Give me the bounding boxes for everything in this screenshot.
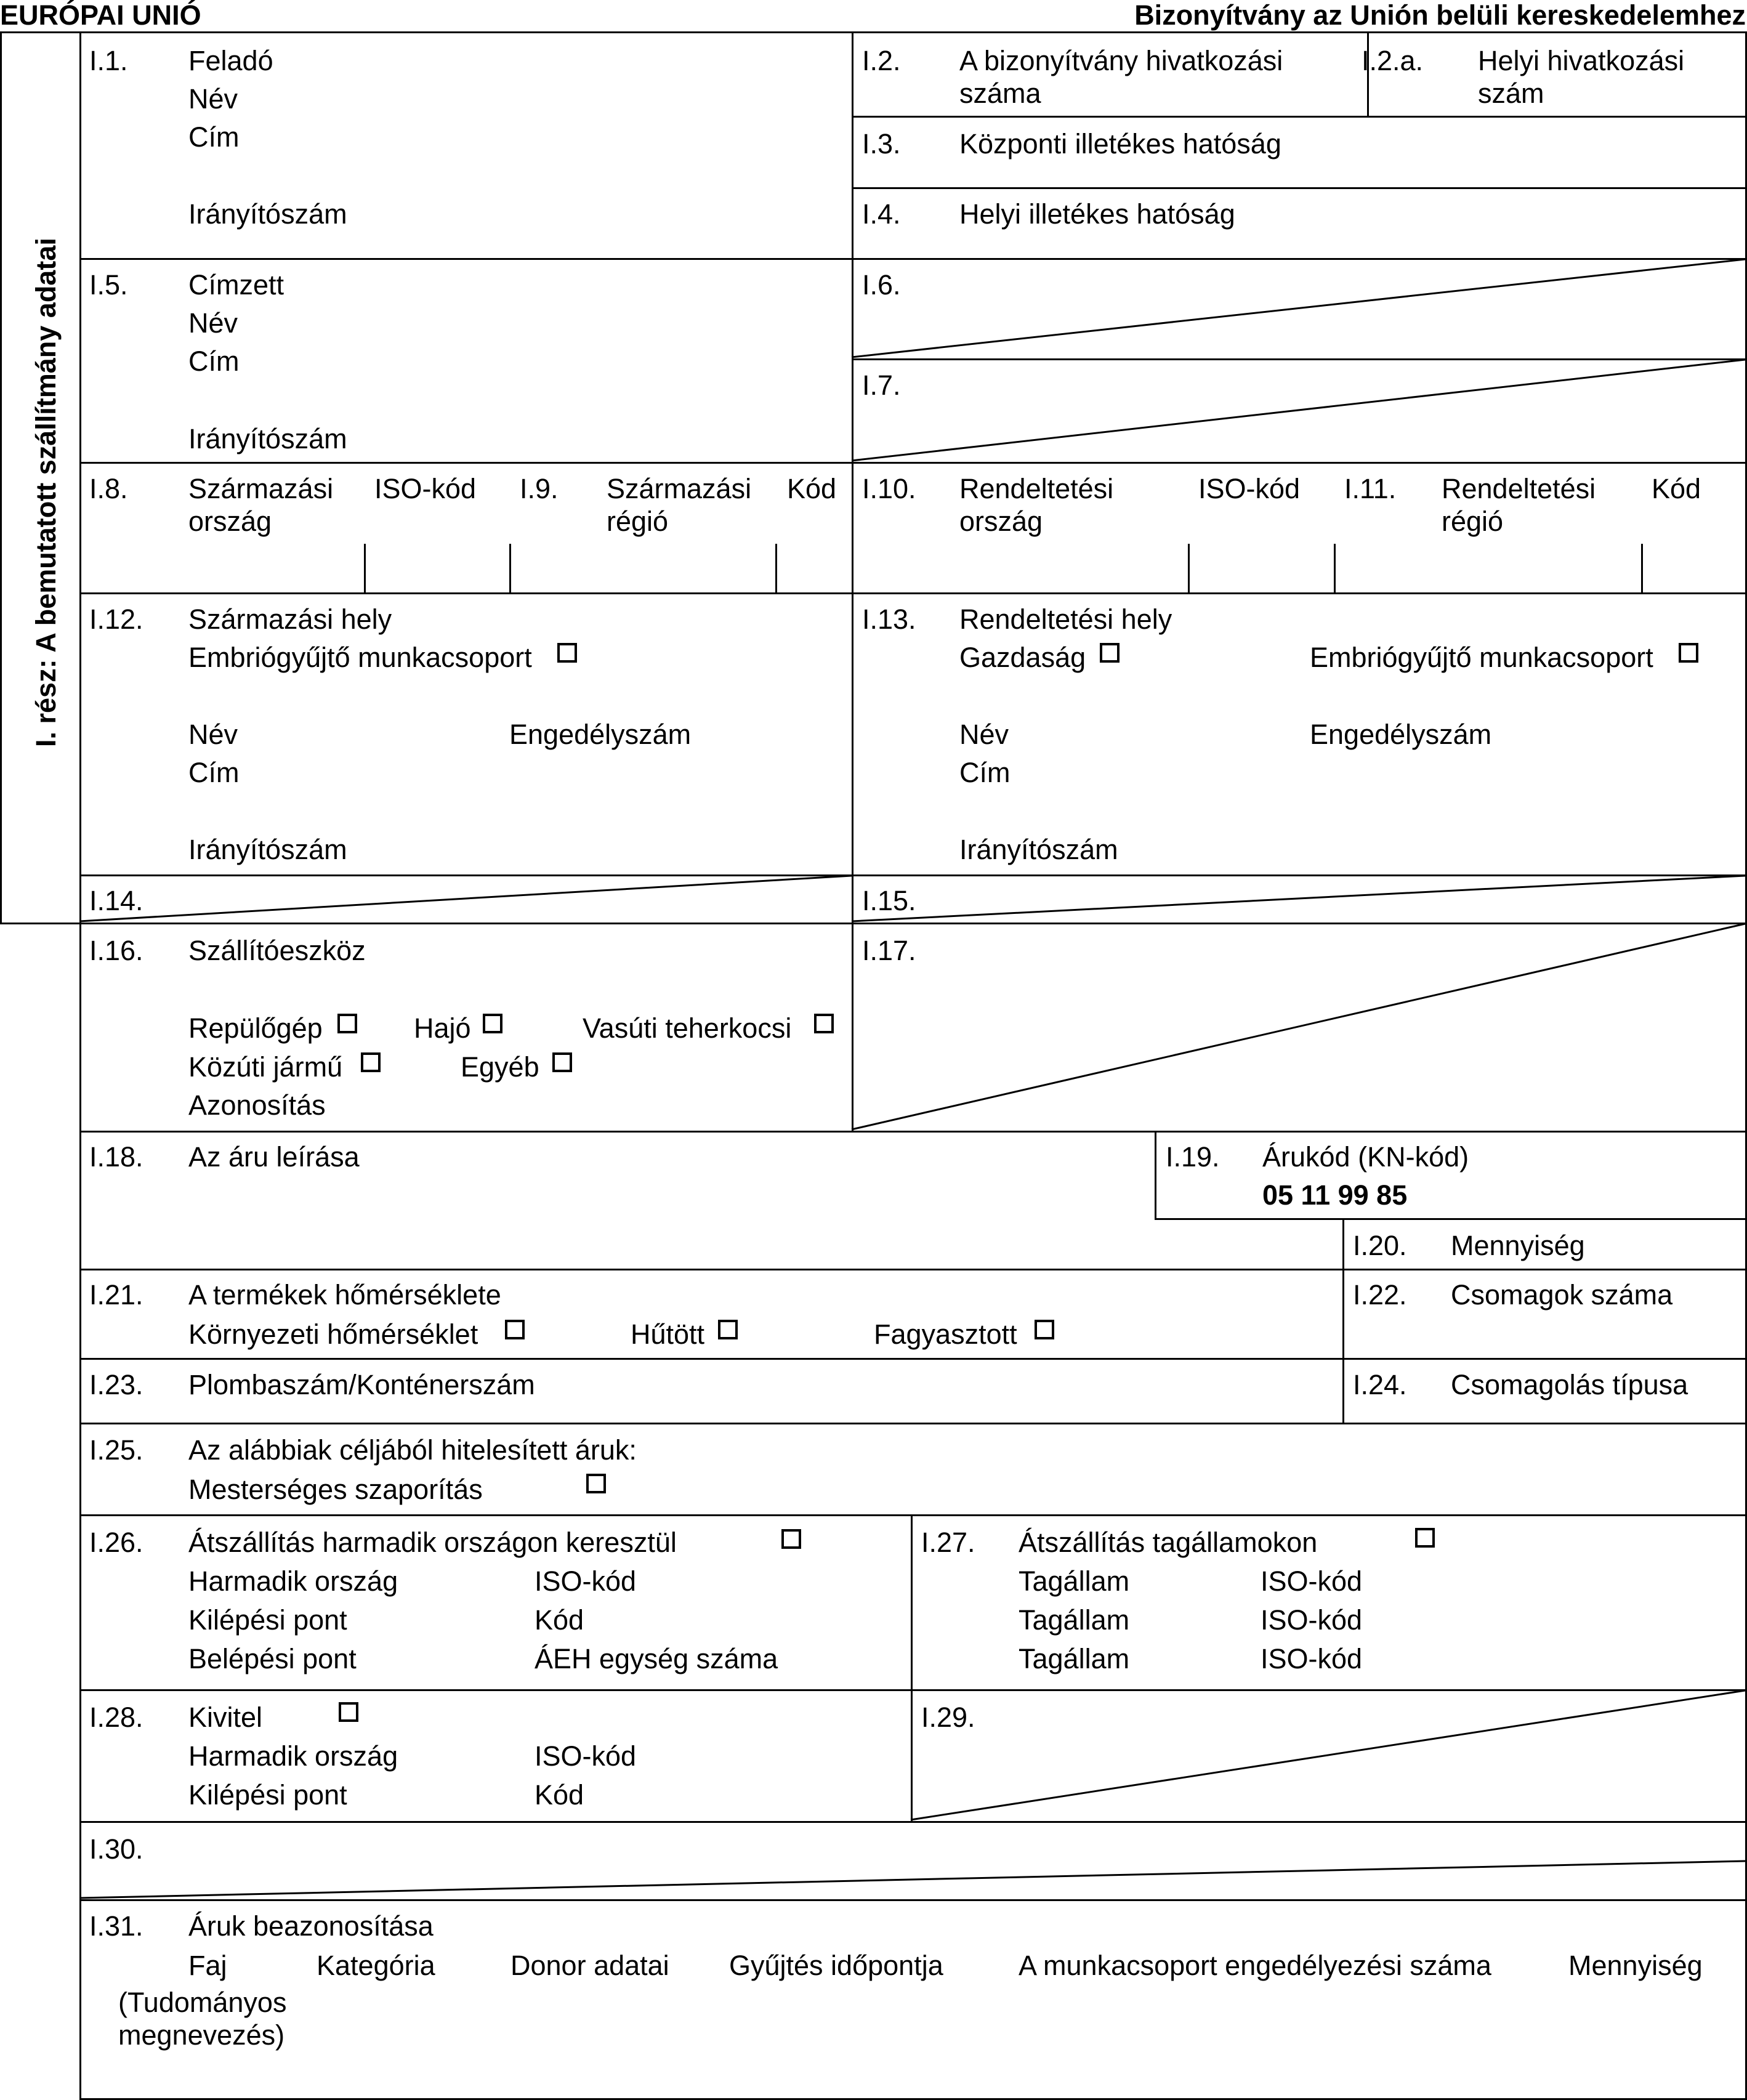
plane-checkbox[interactable] (337, 1014, 357, 1033)
field-title: Csomagok száma (1451, 1279, 1673, 1310)
field-number: I.12. (89, 604, 143, 635)
postcode-label: Irányítószám (188, 423, 347, 454)
member-state-label: Tagállam (1019, 1565, 1130, 1597)
artificial-reproduction-label: Mesterséges szaporítás (188, 1474, 483, 1505)
exit-point-label: Kilépési pont (188, 1604, 347, 1636)
field-number: I.3. (862, 128, 901, 160)
field-number: I.24. (1353, 1369, 1407, 1400)
field-title: Rendeltetési hely (959, 604, 1172, 635)
field-number: I.31. (89, 1910, 143, 1942)
iso-code-label: ISO-kód (1261, 1643, 1363, 1674)
field-number: I.2. (862, 45, 901, 76)
iso-code-label: ISO-kód (535, 1740, 637, 1772)
postcode-label: Irányítószám (959, 834, 1118, 865)
address-label: Cím (188, 121, 240, 153)
field-title: Származási ország (188, 473, 334, 537)
address-label: Cím (959, 757, 1011, 788)
column-collection-date: Gyűjtés időpontja (729, 1950, 943, 1981)
ambient-checkbox[interactable] (505, 1320, 525, 1339)
field-title: Az alábbiak céljából hitelesített áruk: (188, 1434, 637, 1466)
field-title: Szállítóeszköz (188, 935, 366, 966)
field-title: Központi illetékes hatóság (959, 128, 1281, 160)
field-title: Rendeltetési régió (1442, 473, 1596, 537)
postcode-label: Irányítószám (188, 834, 347, 865)
licence-label: Engedélyszám (509, 719, 692, 750)
exit-point-label: Kilépési pont (188, 1779, 347, 1811)
name-label: Név (188, 83, 238, 115)
column-team-approval: A munkacsoport engedélyezési száma (1019, 1950, 1491, 1981)
header-right-title: Bizonyítvány az Unión belüli kereskedelemhez (1134, 0, 1746, 31)
identification-label: Azonosítás (188, 1089, 326, 1121)
field-number: I.19. (1166, 1141, 1220, 1173)
iso-code-label: ISO-kód (535, 1565, 637, 1597)
field-number: I.20. (1353, 1230, 1407, 1261)
field-number: I.23. (89, 1369, 143, 1400)
road-checkbox[interactable] (361, 1052, 381, 1072)
field-number: I.5. (89, 269, 128, 301)
field-i14-number: I.14. (89, 885, 143, 916)
name-label: Név (188, 719, 238, 750)
team-checkbox[interactable] (557, 643, 577, 663)
field-number: I.2.a. (1362, 45, 1424, 76)
field-title: Származási hely (188, 604, 392, 635)
field-title: Átszállítás tagállamokon (1019, 1527, 1318, 1558)
entry-point-label: Belépési pont (188, 1643, 357, 1674)
field-title: Átszállítás harmadik országon keresztül (188, 1527, 677, 1558)
field-number: I.9. (520, 473, 559, 504)
member-state-label: Tagállam (1019, 1643, 1130, 1674)
field-number: I.25. (89, 1434, 143, 1466)
iso-code-label: ISO-kód (1261, 1565, 1363, 1597)
field-i7-number: I.7. (862, 370, 901, 401)
column-quantity: Mennyiség (1568, 1950, 1703, 1981)
other-checkbox[interactable] (552, 1052, 572, 1072)
field-number: I.21. (89, 1279, 143, 1310)
species-note: (Tudományos megnevezés) (118, 1987, 287, 2051)
field-title: Az áru leírása (188, 1141, 360, 1173)
column-species: Faj (188, 1950, 227, 1981)
field-number: I.28. (89, 1702, 143, 1733)
iso-code-label: ISO-kód (1261, 1604, 1363, 1636)
transit-member-states-checkbox[interactable] (1415, 1528, 1435, 1548)
field-number: I.18. (89, 1141, 143, 1173)
member-state-label: Tagállam (1019, 1604, 1130, 1636)
frozen-checkbox[interactable] (1035, 1320, 1054, 1339)
name-label: Név (959, 719, 1009, 750)
transit-third-country-checkbox[interactable] (781, 1529, 801, 1549)
field-title: Rendeltetési ország (959, 473, 1114, 537)
third-country-label: Harmadik ország (188, 1740, 398, 1772)
licence-label: Engedélyszám (1310, 719, 1492, 750)
code-label: Kód (787, 473, 837, 504)
field-number: I.1. (89, 45, 128, 76)
farm-label: Gazdaság (959, 642, 1086, 673)
field-number: I.11. (1344, 473, 1397, 504)
field-number: I.13. (862, 604, 916, 635)
export-checkbox[interactable] (339, 1702, 358, 1722)
field-title: Feladó (188, 45, 273, 76)
address-label: Cím (188, 345, 240, 377)
field-title: Származási régió (607, 473, 752, 537)
iso-code-label: ISO-kód (1198, 473, 1301, 504)
column-donor: Donor adatai (510, 1950, 669, 1981)
artificial-reproduction-checkbox[interactable] (586, 1474, 606, 1493)
third-country-label: Harmadik ország (188, 1565, 398, 1597)
team-checkbox[interactable] (1679, 643, 1698, 663)
field-number: I.26. (89, 1527, 143, 1558)
ship-label: Hajó (414, 1012, 471, 1044)
field-i6-number: I.6. (862, 269, 901, 301)
field-title: Helyi illetékes hatóság (959, 198, 1235, 230)
commodity-code-value: 05 11 99 85 (1262, 1179, 1408, 1211)
ship-checkbox[interactable] (483, 1014, 502, 1033)
field-title: Mennyiség (1451, 1230, 1585, 1261)
postcode-label: Irányítószám (188, 198, 347, 230)
field-number: I.22. (1353, 1279, 1407, 1310)
road-label: Közúti jármű (188, 1051, 343, 1083)
field-number: I.16. (89, 935, 143, 966)
rail-checkbox[interactable] (814, 1014, 834, 1033)
field-title: Kivitel (188, 1702, 263, 1733)
rail-label: Vasúti teherkocsi (583, 1012, 792, 1044)
field-title: A termékek hőmérséklete (188, 1279, 501, 1310)
field-title: Helyi hivatkozási szám (1478, 45, 1685, 109)
field-title: Áruk beazonosítása (188, 1910, 434, 1942)
column-category: Kategória (317, 1950, 435, 1981)
field-i15-number: I.15. (862, 885, 916, 916)
team-label: Embriógyűjtő munkacsoport (1310, 642, 1653, 673)
field-number: I.4. (862, 198, 901, 230)
field-i17-number: I.17. (862, 935, 916, 966)
code-label: Kód (535, 1604, 584, 1636)
code-label: Kód (1652, 473, 1701, 504)
field-number: I.27. (921, 1527, 975, 1558)
field-title: Plombaszám/Konténerszám (188, 1369, 535, 1400)
other-label: Egyéb (461, 1051, 539, 1083)
field-i30-number: I.30. (89, 1833, 143, 1865)
field-number: I.10. (862, 473, 916, 504)
field-title: Árukód (KN-kód) (1262, 1141, 1469, 1173)
field-title: Csomagolás típusa (1451, 1369, 1688, 1400)
chilled-label: Hűtött (631, 1319, 705, 1350)
plane-label: Repülőgép (188, 1012, 323, 1044)
chilled-checkbox[interactable] (718, 1320, 738, 1339)
farm-checkbox[interactable] (1100, 643, 1120, 663)
name-label: Név (188, 307, 238, 339)
code-label: Kód (535, 1779, 584, 1811)
frozen-label: Fagyasztott (874, 1319, 1017, 1350)
address-label: Cím (188, 757, 240, 788)
field-number: I.8. (89, 473, 128, 504)
bip-number-label: ÁEH egység száma (535, 1643, 778, 1674)
ambient-label: Környezeti hőmérséklet (188, 1319, 478, 1350)
team-label: Embriógyűjtő munkacsoport (188, 642, 532, 673)
iso-code-label: ISO-kód (374, 473, 477, 504)
header-left-title: EURÓPAI UNIÓ (0, 0, 201, 31)
field-title: Címzett (188, 269, 284, 301)
field-i29-number: I.29. (921, 1702, 975, 1733)
field-title: A bizonyítvány hivatkozási száma (959, 45, 1283, 109)
